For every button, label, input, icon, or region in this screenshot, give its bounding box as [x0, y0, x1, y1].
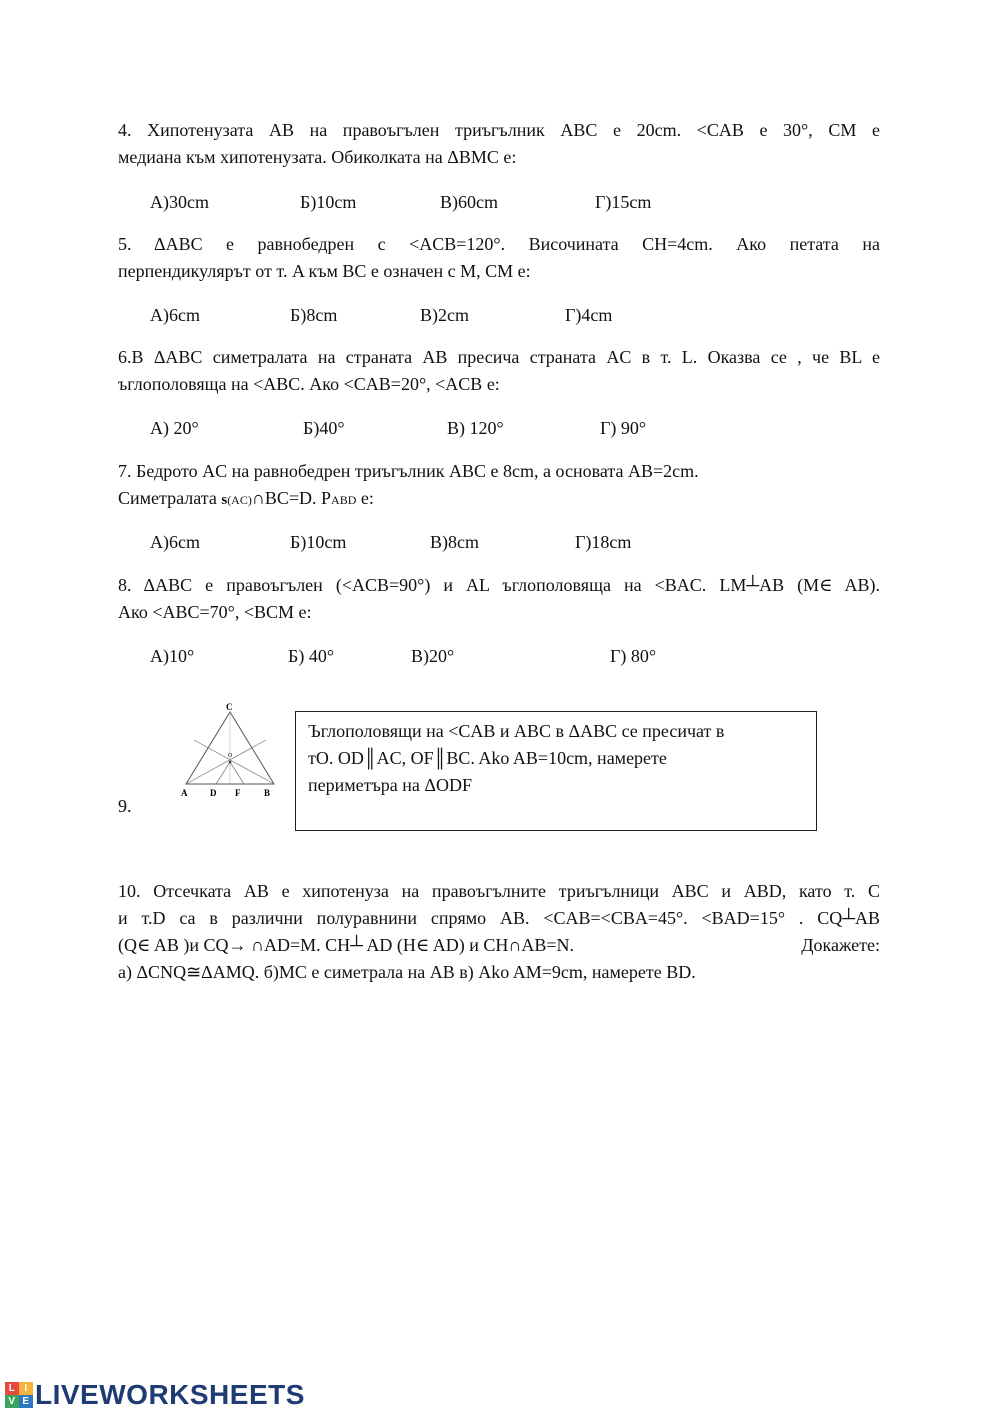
question-10: [118, 878, 880, 986]
point-o: [229, 761, 232, 764]
q4-option-a: А)30cm: [150, 192, 209, 212]
bisector-b: [194, 740, 274, 784]
q6-option-d: Г) 90°: [600, 418, 647, 438]
label-b: B: [264, 788, 271, 798]
question-7: [118, 458, 880, 514]
liveworksheets-logo: [5, 1380, 305, 1410]
q7-option-d: Г)18cm: [575, 532, 632, 552]
q6-option-c: В) 120°: [447, 418, 504, 438]
segment-of: [230, 762, 244, 784]
question-9-line-3: периметъра на ΔODF: [308, 775, 473, 795]
label-d: D: [210, 788, 217, 798]
q7-option-c: В)8cm: [430, 532, 479, 552]
question-5-line-2: перпендикулярът от т. A към BC е означен с M, CM е:: [118, 261, 531, 281]
q6-option-a: А) 20°: [150, 418, 199, 438]
q8-option-b: Б) 40°: [288, 646, 335, 666]
q7-option-b: Б)10cm: [290, 532, 347, 552]
question-6: [118, 344, 880, 398]
label-o: O: [228, 753, 233, 759]
q5-option-d: Г)4cm: [565, 305, 613, 325]
q4-option-d: Г)15cm: [595, 192, 652, 212]
q8-option-a: А)10°: [150, 646, 195, 666]
question-7-line-1: 7. Бедрото AC на равнобедрен триъгълник ABC е 8cm, а основата AB=2cm.: [118, 461, 699, 481]
liveworksheets-logo-icon: L I V E: [5, 1382, 33, 1408]
question-10-line-2: и т.D са в различни полуравнини спрямо AB. <CAB=<CBA=45°. <BAD=15° . CQ┴AB: [118, 908, 880, 928]
question-9-box: [295, 711, 817, 831]
q4-option-b: Б)10cm: [300, 192, 357, 212]
q5-option-c: В)2cm: [420, 305, 469, 325]
q8-option-d: Г) 80°: [610, 646, 657, 666]
label-c: C: [226, 702, 233, 712]
question-8-line-2: Ако <ABC=70°, <BCM е:: [118, 602, 312, 622]
q8-option-c: В)20°: [411, 646, 455, 666]
question-10-line-3: (Q∈ AB )и CQ→ ∩AD=M. CH┴ AD (H∈ AD) и CH∩AB=N. Докажете:: [118, 935, 880, 955]
question-8: [118, 572, 880, 626]
question-5-line-1: 5. ΔABC е равнобедрен с <ACB=120°. Височината CH=4cm. Ако петата на: [118, 234, 880, 254]
question-4-line-2: медиана към хипотенузата. Обиколката на ΔBMC е:: [118, 147, 517, 167]
segment-od: [216, 762, 230, 784]
label-a: A: [181, 788, 188, 798]
question-10-line-4: а) ΔCNQ≅ΔAMQ. б)MC е симетрала на AB в) Ako AM=9cm, намерете BD.: [118, 962, 696, 982]
liveworksheets-logo-text: LIVEWORKSHEETS: [35, 1379, 305, 1410]
question-9-line-1: Ъглополовящи на <CAB и ABC в ΔABC се пресичат в: [308, 721, 725, 741]
q7-option-a: А)6cm: [150, 532, 200, 552]
q5-option-b: Б)8cm: [290, 305, 338, 325]
question-9-number: 9.: [118, 796, 132, 816]
q6-option-b: Б)40°: [303, 418, 345, 438]
question-4: [118, 117, 880, 171]
q5-option-a: А)6cm: [150, 305, 200, 325]
question-8-line-1: 8. ΔABC е правоъгълен (<ACB=90°) и AL ъглополовяща на <BAC. LM┴AB (M∈ AB).: [118, 575, 880, 595]
question-6-line-1: 6.В ΔABC симетралата на страната AB пресича страната AC в т. L. Оказва се , че BL е: [118, 347, 880, 367]
question-4-line-1: 4. Хипотенузата AB на правоъгълен триъгълник ABC е 20cm. <CAB е 30°, CM е: [118, 120, 880, 140]
q4-option-c: В)60cm: [440, 192, 498, 212]
question-9-line-2: тO. OD║AC, OF║BC. Ako AB=10cm, намерете: [308, 748, 667, 768]
triangle-figure: [178, 700, 288, 800]
question-7-line-2: Симетралата s(AC)∩BC=D. PABD е:: [118, 488, 374, 508]
question-10-line-1: 10. Отсечката AB е хипотенуза на правоъгълните триъгълници ABC и ABD, като т. C: [118, 881, 880, 901]
question-6-line-2: ъглополовяща на <ABC. Ако <CAB=20°, <ACB е:: [118, 374, 500, 394]
question-5: [118, 231, 880, 285]
label-f: F: [235, 788, 241, 798]
bisector-a: [186, 740, 266, 784]
